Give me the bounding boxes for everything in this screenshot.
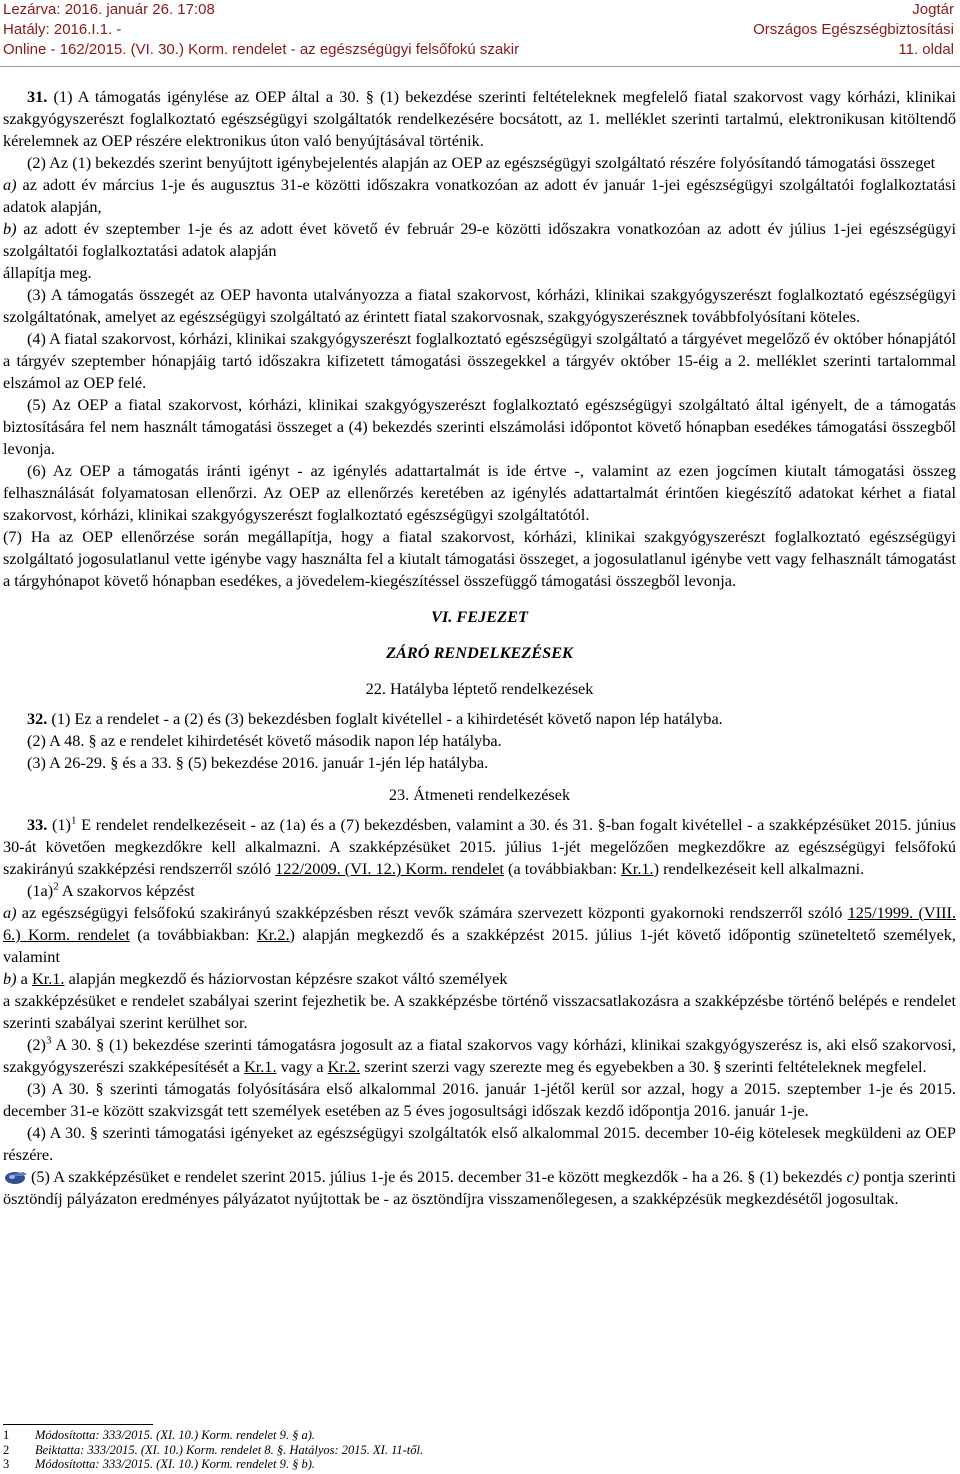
- s31-p3: (3) A támogatás összegét az OEP havonta utalványozza a fiatal szakorvost, kórházi, klinikai szakgyógyszerészt foglalkoztató egészségügyi szolgáltatónak, amelyet az egészségügyi szolgáltató az érintett fiatal szakorvosnak, szakgyógyszerésznek továbbfolyósítani köteles.: [3, 285, 956, 326]
- link-kr2[interactable]: Kr.2.: [327, 1057, 361, 1076]
- s33-p1a: $(1a)^2$ A szakorvos képzést: [27, 880, 195, 900]
- s33-p3: (3) A 30. § szerinti támogatás folyósítására első alkalommal 2016. január 1-jétől kerül sor azzal, hogy a 2015. szeptember 1-je és 2015. december 31-e között szakvizsgát tett személyek esetében az 5 éves jogosultsági időszak kezdő időpontja 2016. január 1-je.: [3, 1079, 956, 1120]
- footnote-ref-1[interactable]: 1: [70, 814, 77, 827]
- s31-p2-a: a) az adott év március 1-je és augusztus 31-e közötti időszakra vonatkozóan az adott év január 1-jei egészségügyi szolgáltatói foglalkoztatási adatok alapján,: [3, 175, 956, 216]
- page-header: [0, 0, 960, 64]
- footnotes: [3, 1428, 903, 1472]
- s31-p5: (5) Az OEP a fiatal szakorvost, kórházi, klinikai szakgyógyszerészt foglalkoztató egészségügyi szolgáltató által igényelt, de a támogatás biztosítására fel nem használt támogatási összeget a (4) bekezdés szerinti elszámolási időpontot követő hónapban esedékes támogatási összegből levonja.: [3, 395, 956, 458]
- section-number: 32.: [27, 709, 48, 728]
- s31-p2-b: b) az adott év szeptember 1-je és az adott évet követő év február 29-e közötti időszakra vonatkozóan az adott év július 1-jei egészségügyi szolgáltatói foglalkoztatási adatok alapján: [3, 219, 956, 260]
- s31-p2: (2) Az (1) bekezdés szerint benyújtott igénybejelentés alapján az OEP az egészségügyi szolgáltató részére folyósítandó támogatási összeget: [27, 153, 936, 172]
- s31-p2-closing: állapítja meg.: [3, 263, 92, 282]
- s33-p1a-b: b) a Kr.1. alapján megkezdő és háziorvostan képzésre szakot váltó személyek: [3, 969, 508, 988]
- link-kr1[interactable]: Kr.1.: [31, 969, 65, 988]
- s31-p6: (6) Az OEP a támogatás iránti igényt - az igénylés adattartalmát is ide értve -, valamint az ezen jogcímen kiutalt támogatási összeg felhasználását folyamatosan ellenőrzi. Az OEP az ellenőrzés keretében az igénylés adattartalmát érintően kiegészítő adatokat kérhet a fiatal szakorvost, kórházi, klinikai szakgyógyszerészt foglalkoztató egészségügyi szolgáltatótól.: [3, 461, 956, 524]
- footnote-1: 1 Módosította: 333/2015. (XI. 10.) Korm. rendelet 9. § a).: [3, 1428, 316, 1442]
- s32-p2: (2) A 48. § az e rendelet kihirdetését követő második napon lép hatályba.: [27, 731, 502, 750]
- link-122-2009[interactable]: 122/2009. (VI. 12.) Korm. rendelet: [275, 859, 504, 878]
- s32-p3: (3) A 26-29. § és a 33. § (5) bekezdése 2016. január 1-jén lép hatályba.: [27, 753, 489, 772]
- s31-p4: (4) A fiatal szakorvost, kórházi, klinikai szakgyógyszerészt foglalkoztató egészségügyi szolgáltató a tárgyévet megelőző év október hónapjától a tárgyév szeptember hónapjáig tartó időszakra kifizetett támogatási összegekkel a tárgyév október 15-éig a 2. melléklet szerinti tartalommal elszámol az OEP felé.: [3, 329, 956, 392]
- s33-p2: $(2)^3$ A 30. § (1) bekezdése szerinti támogatásra jogosult az a fiatal szakorvos vagy kórházi, klinikai szakgyógyszerész is, aki első szakorvosi, szakgyógyszerészi szakképesítését a Kr.1. vagy a Kr.2. szerint szerzi vagy szerezte meg és egyebekben a 30. § szerinti feltételeknek megfelel.: [3, 1034, 956, 1076]
- s33-p1: 33. $(1)^1$ E rendelet rendelkezéseit - az (1a) és a (7) bekezdésben, valamint a 30. és 31. §-ban fogalt kivétellel - a szakképzésüket 2015. június 30-át követően megkezdőkre kell alkalmazni. A szakképzésüket 2015. július 1-jét megelőzően megkezdőkre az egészségügyi felsőfokú szakirányú szakképzési rendszerről szóló 122/2009. (VI. 12.) Korm. rendelet (a továbbiakban: Kr.1.) rendelkezéseit kell alkalmazni.: [3, 814, 956, 878]
- chapter-title: ZÁRÓ RENDELKEZÉSEK: [386, 643, 573, 662]
- pointing-hand-icon: [3, 1169, 29, 1185]
- subtitle-22: 22. Hatályba léptető rendelkezések: [365, 679, 594, 698]
- header-closed-date: Lezárva: 2016. január 26. 17:08: [3, 1, 215, 18]
- footnote-divider: [3, 1424, 153, 1425]
- header-brand: Jogtár: [912, 1, 954, 18]
- subtitle-23: 23. Átmeneti rendelkezések: [388, 785, 571, 804]
- s31-p7: (7) Ha az OEP ellenőrzése során megállapítja, hogy a fiatal szakorvost, kórházi, klinikai szakgyógyszerészt foglalkoztató egészségügyi szolgáltató jogosulatlanul vette igénybe vagy használta fel a kiutalt támogatási összeget, a jogosulatlanul igénybe vett vagy felhasznált támogatást a tárgyhónapot követő hónapban esedékes, a jövedelem-kiegészítéssel összefüggő támogatási összegből levonja.: [3, 527, 956, 590]
- header-document-title: Online - 162/2015. (VI. 30.) Korm. rendelet - az egészségügyi felsőfokú szakir: [3, 41, 520, 58]
- header-effective: Hatály: 2016.I.1. -: [3, 21, 122, 38]
- footnote-ref-2[interactable]: 2: [53, 880, 59, 893]
- footnote-3: 3 Módosította: 333/2015. (XI. 10.) Korm. rendelet 9. § b).: [3, 1457, 316, 1471]
- link-kr1[interactable]: Kr.1.: [621, 859, 654, 878]
- s33-p1a-closing: a szakképzésüket e rendelet szabályai szerint fejezhetik be. A szakképzésbe történő visszacsatlakozásra a szakképzésbe történő belépés e rendelet szerinti szabályai szerint kerülhet sor.: [3, 991, 956, 1032]
- footnote-ref-3[interactable]: 3: [45, 1034, 52, 1047]
- header-page-number: 11. oldal: [898, 41, 954, 58]
- link-kr1[interactable]: Kr.1.: [243, 1057, 277, 1076]
- s33-p4: (4) A 30. § szerinti támogatási igényeket az egészségügyi szolgáltatók első alkalommal 2015. december 10-éig kötelesek megküldeni az OEP részére.: [3, 1123, 956, 1164]
- chapter-number: VI. FEJEZET: [431, 607, 528, 626]
- header-publisher: Országos Egészségbiztosítási: [753, 21, 954, 38]
- footnote-2: 2 Beiktatta: 333/2015. (XI. 10.) Korm. rendelet 8. §. Hatályos: 2015. XI. 11-től.: [3, 1442, 424, 1457]
- link-kr2[interactable]: Kr.2.: [256, 925, 290, 944]
- link-125-1999[interactable]: 125/1999. (VIII. 6.) Korm. rendelet: [3, 903, 956, 944]
- s32-p1: 32. (1) Ez a rendelet - a (2) és (3) bekezdésben foglalt kivétellel - a kihirdetését követő napon lép hatályba.: [27, 709, 723, 728]
- section-number: 31.: [27, 87, 48, 106]
- s33-p1a-a: a) az egészségügyi felsőfokú szakirányú szakképzésben részt vevők számára szervezett központi gyakornoki rendszerről szóló 125/1999. (VIII. 6.) Korm. rendelet (a továbbiakban: Kr.2.) alapján megkezdő és a szakképzést 2015. július 1-jét követő időpontig szüneteltető személyek, valamint: [3, 903, 957, 966]
- header-divider: [0, 66, 960, 67]
- document-body: [3, 86, 956, 1210]
- s31-p1: 31. (1) A támogatás igénylése az OEP által a 30. § (1) bekezdése szerinti feltételeknek megfelelő fiatal szakorvost vagy kórházi, klinikai szakgyógyszerészt foglalkoztató egészségügyi szolgáltatók rendelkezésére bocsátott, az 1. melléklet szerinti tartalmú, elektronikusan kitöltendő kérelemnek az OEP részére elektronikus úton való benyújtásával történik.: [3, 87, 956, 150]
- section-number: 33.: [27, 815, 48, 834]
- s33-p5: (5) A szakképzésüket e rendelet szerint 2015. július 1-je és 2015. december 31-e között megkezdők - ha a 26. § (1) bekezdés c) pontja szerinti ösztöndíj pályázaton eredményes pályázatot nyújtottak be - az ösztöndíjra visszamenőlegesen, a szakképzésük megkezdésétől jogosultak.: [3, 1167, 956, 1208]
